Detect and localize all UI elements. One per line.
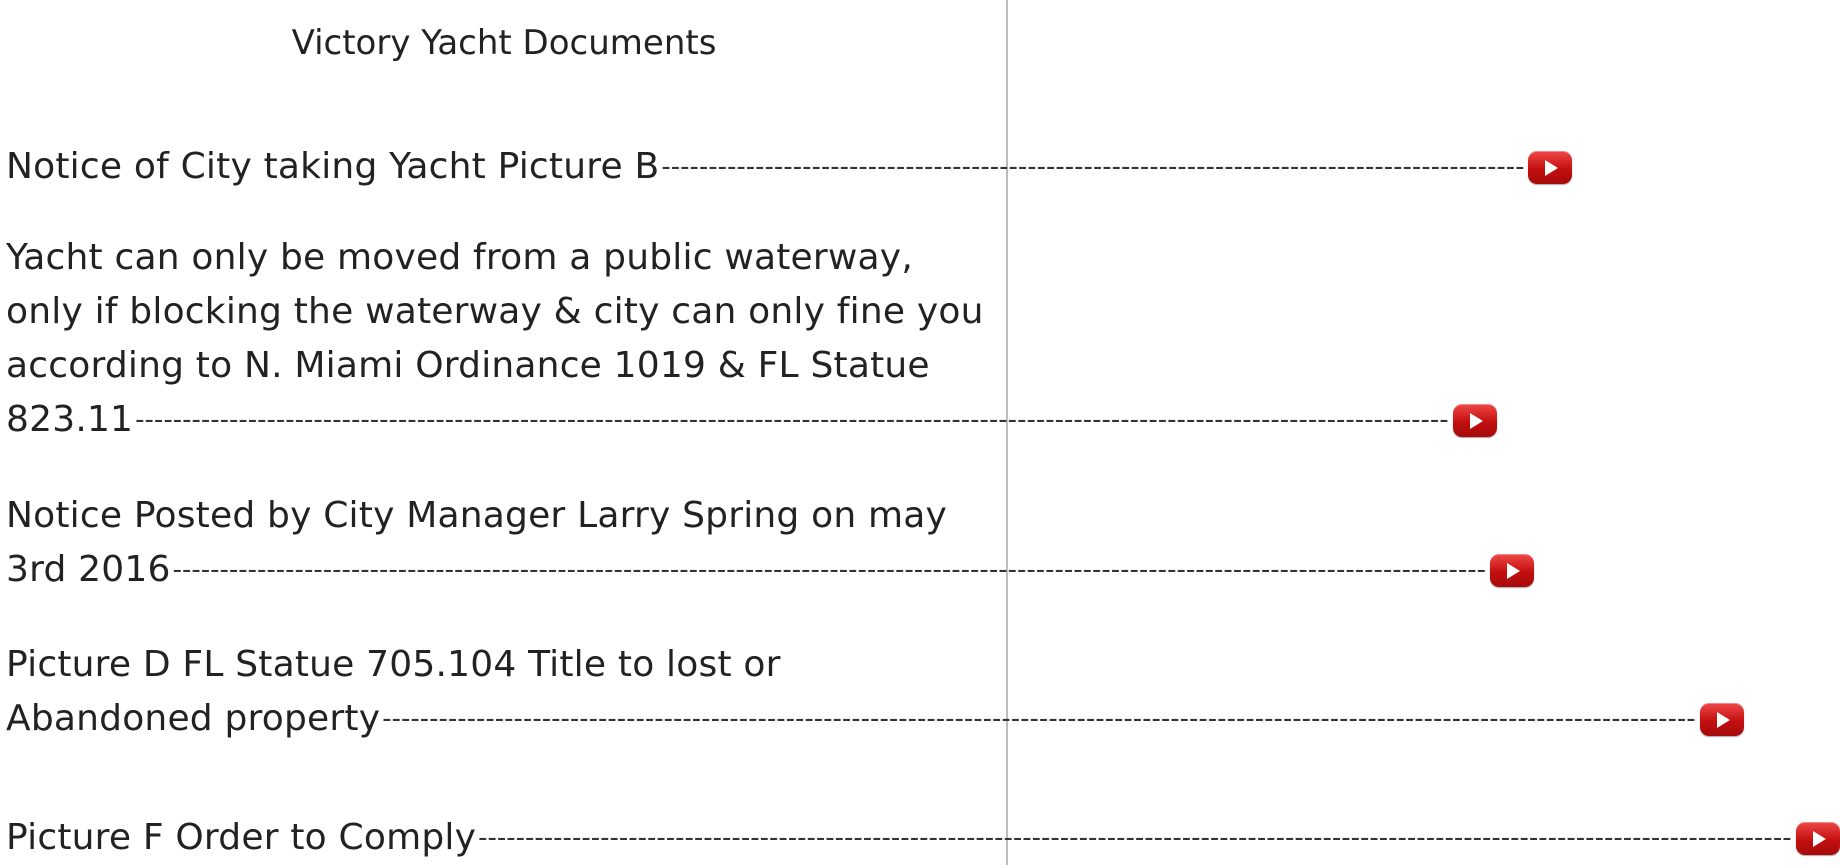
- youtube-play-icon[interactable]: [1453, 404, 1497, 437]
- document-title-line: according to N. Miami Ordinance 1019 & FL Statue: [6, 345, 930, 386]
- document-item: [6, 231, 1449, 447]
- document-title-line: Picture F Order to Comply: [6, 817, 477, 858]
- document-item: [6, 638, 1696, 746]
- document-title-line: Notice of City taking Yacht Picture B: [6, 146, 660, 187]
- dash-leader: --------------------------------------------------------------------------------------------------------------------------------------------: [382, 704, 1696, 734]
- dash-leader: --------------------------------------------------------------------------------------------: [661, 152, 1525, 182]
- document-item: [6, 489, 1487, 597]
- youtube-play-icon[interactable]: [1490, 554, 1534, 587]
- document-title-line: Yacht can only be moved from a public waterway,: [6, 237, 913, 278]
- document-item: [6, 811, 1792, 865]
- youtube-play-icon[interactable]: [1700, 703, 1744, 736]
- youtube-play-icon[interactable]: [1528, 151, 1572, 184]
- dash-leader: --------------------------------------------------------------------------------------------------------------------------------------------: [135, 405, 1449, 435]
- youtube-play-icon[interactable]: [1796, 822, 1840, 855]
- document-item: [6, 140, 1525, 194]
- document-title-line: 3rd 2016: [6, 549, 171, 590]
- document-title-line: Abandoned property: [6, 698, 381, 739]
- document-title-line: Picture D FL Statue 705.104 Title to lost or: [6, 644, 781, 685]
- document-title-line: only if blocking the waterway & city can only fine you: [6, 291, 984, 332]
- document-title-line: Notice Posted by City Manager Larry Spring on may: [6, 495, 948, 536]
- dash-leader: --------------------------------------------------------------------------------------------------------------------------------------------: [478, 823, 1792, 853]
- document-title-line: 823.11: [6, 399, 134, 440]
- page-title: Victory Yacht Documents: [291, 23, 717, 63]
- dash-leader: --------------------------------------------------------------------------------------------------------------------------------------------: [172, 555, 1487, 585]
